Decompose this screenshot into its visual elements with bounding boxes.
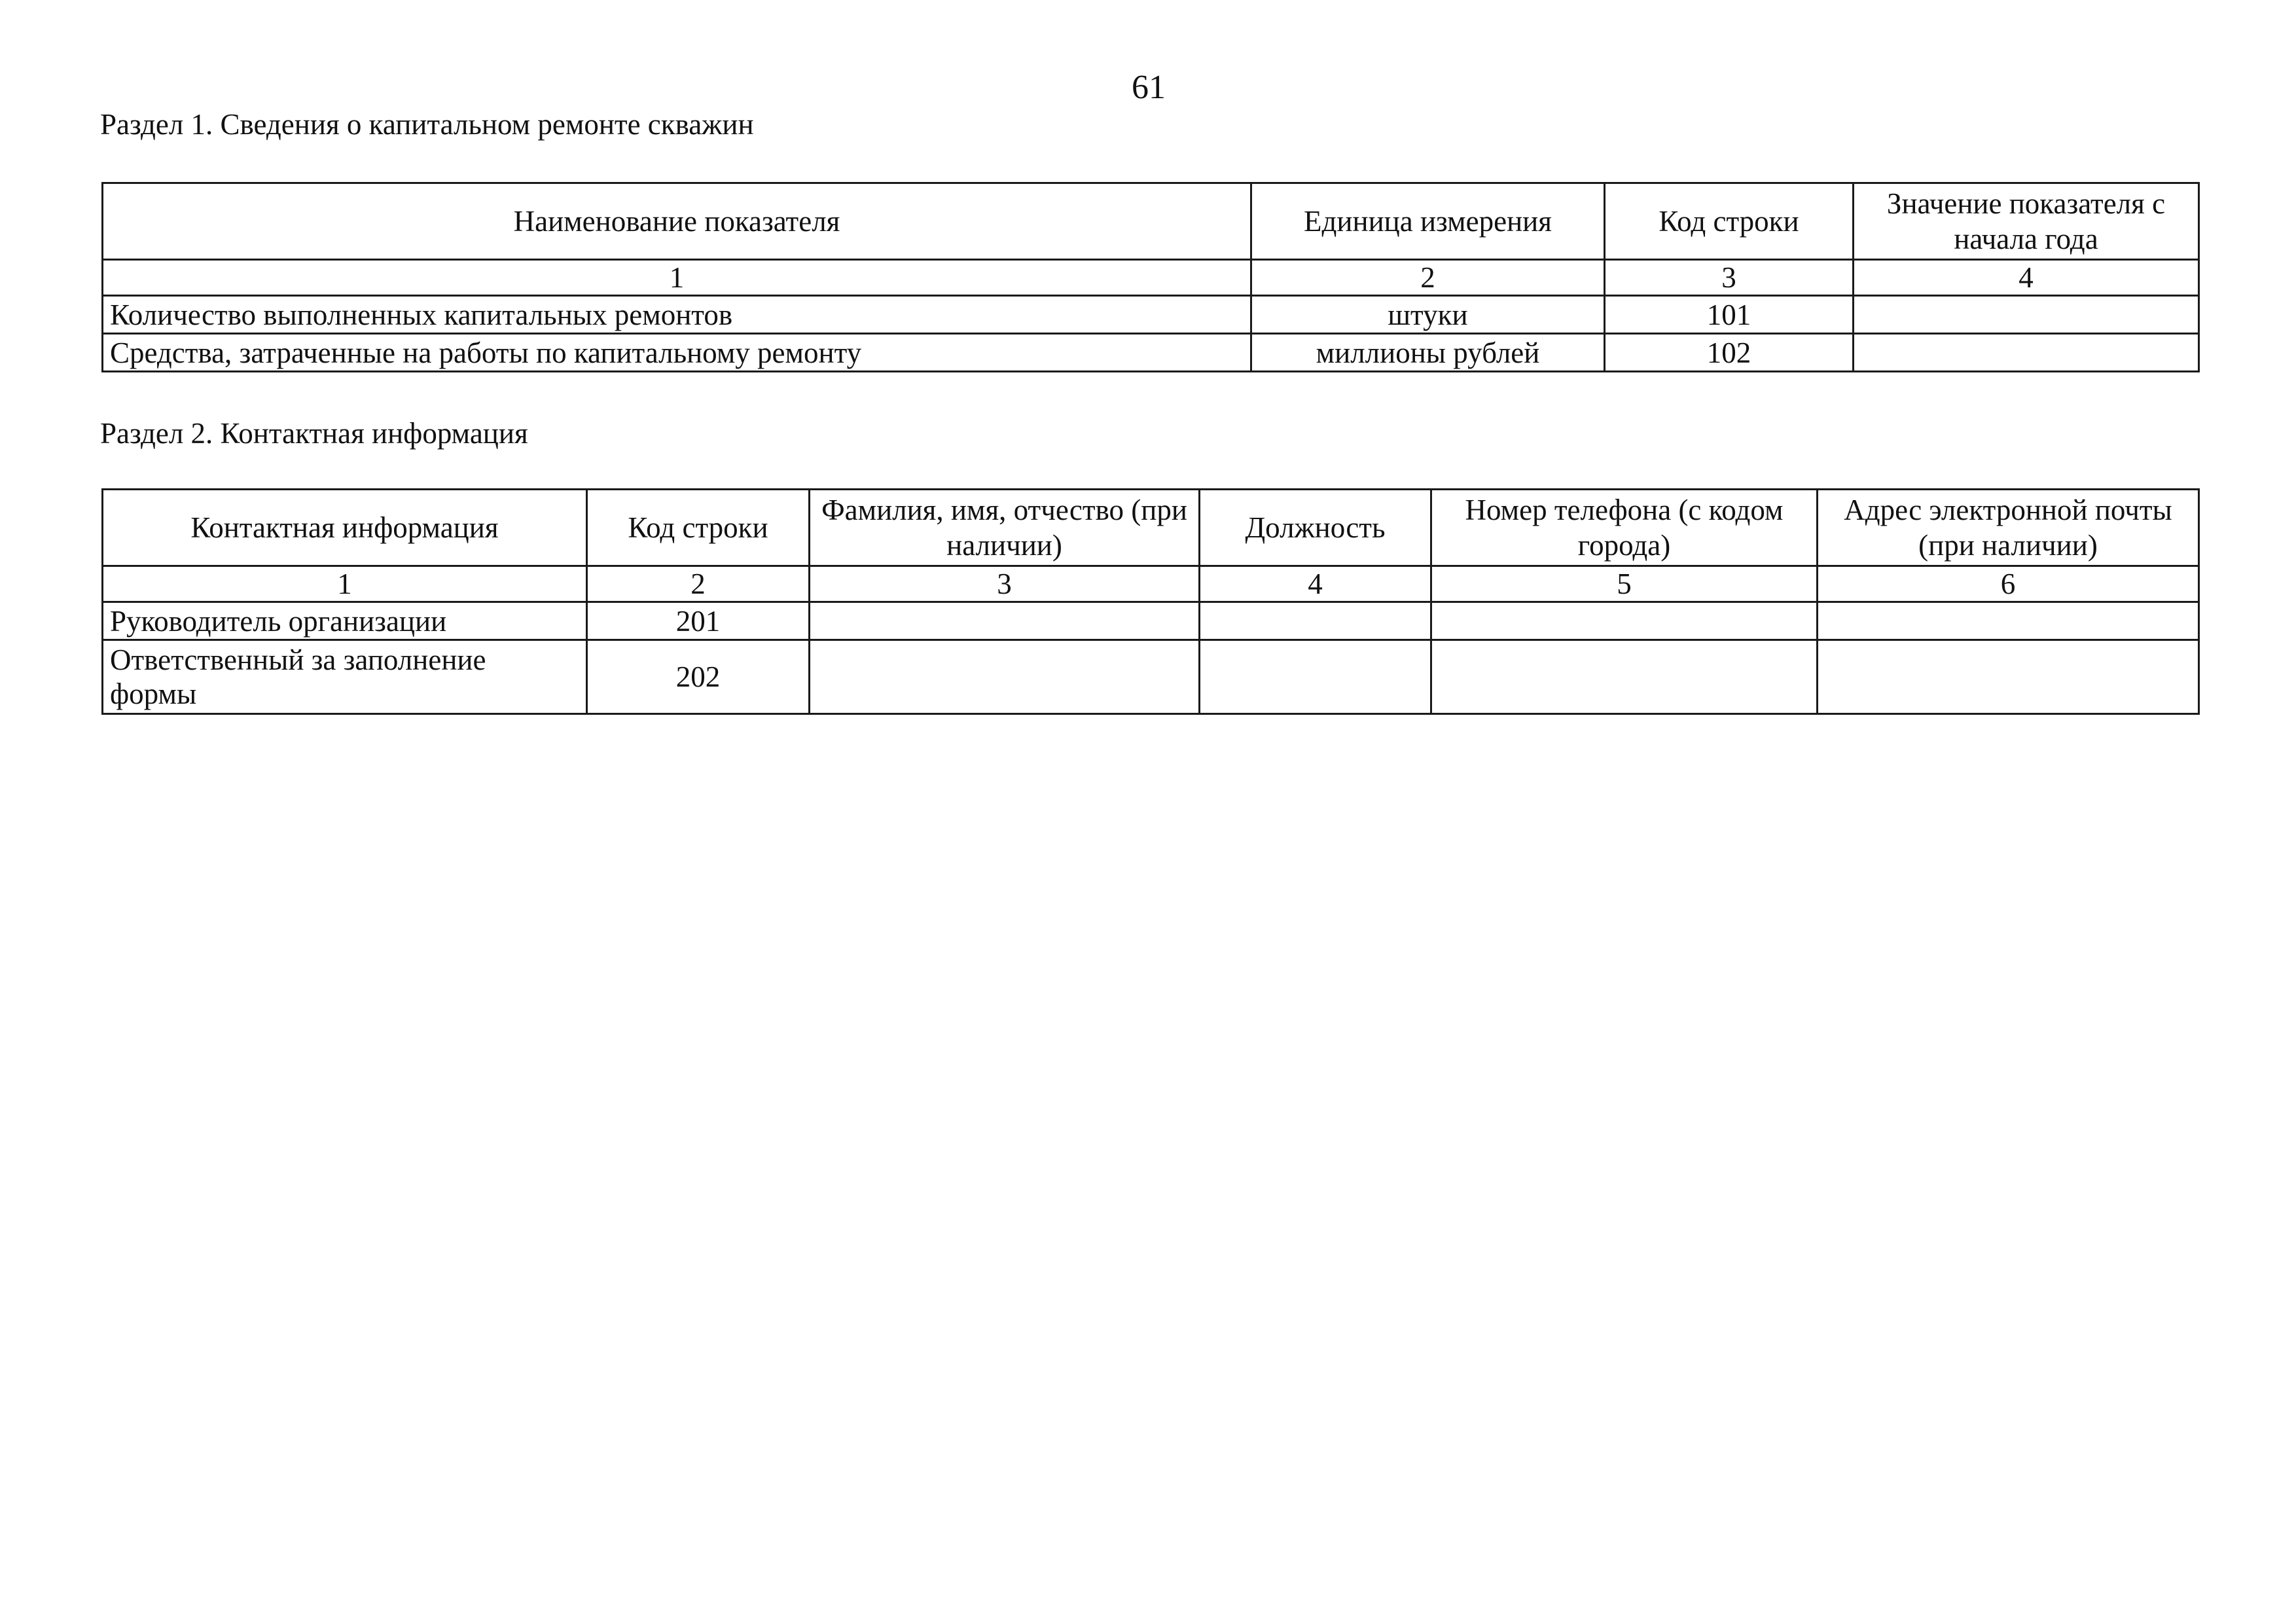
column-number: 6 <box>1818 566 2199 602</box>
table-row <box>103 640 2199 714</box>
position-cell[interactable] <box>1200 602 1431 640</box>
indicator-name: Средства, затраченные на работы по капитальному ремонту <box>103 334 1251 372</box>
capital-repair-table <box>101 182 2200 372</box>
phone-cell[interactable] <box>1431 640 1818 714</box>
row-code: 101 <box>1605 296 1854 334</box>
header-row-code: Код строки <box>587 490 810 566</box>
column-number: 2 <box>1251 260 1605 296</box>
header-email: Адрес электронной почты (при наличии) <box>1818 490 2199 566</box>
table-header-row <box>103 183 2199 260</box>
column-number: 1 <box>103 260 1251 296</box>
value-input-cell[interactable] <box>1854 334 2199 372</box>
indicator-unit: миллионы рублей <box>1251 334 1605 372</box>
phone-cell[interactable] <box>1431 602 1818 640</box>
row-code: 202 <box>587 640 810 714</box>
section1-title: Раздел 1. Сведения о капитальном ремонте скважин <box>100 108 754 141</box>
contact-role: Руководитель организации <box>103 602 587 640</box>
table-row <box>103 602 2199 640</box>
email-cell[interactable] <box>1818 640 2199 714</box>
column-number: 1 <box>103 566 587 602</box>
table-header-row <box>103 490 2199 566</box>
column-number: 4 <box>1854 260 2199 296</box>
column-number: 3 <box>1605 260 1854 296</box>
full-name-cell[interactable] <box>810 640 1200 714</box>
header-indicator-name: Наименование показателя <box>103 183 1251 260</box>
page-number: 61 <box>1132 69 1166 106</box>
table-row <box>103 296 2199 334</box>
value-input-cell[interactable] <box>1854 296 2199 334</box>
section2-title: Раздел 2. Контактная информация <box>100 417 528 450</box>
indicator-name: Количество выполненных капитальных ремонтов <box>103 296 1251 334</box>
header-full-name: Фамилия, имя, отчество (при наличии) <box>810 490 1200 566</box>
table-row <box>103 334 2199 372</box>
header-phone: Номер телефона (с кодом города) <box>1431 490 1818 566</box>
column-number: 4 <box>1200 566 1431 602</box>
row-code: 102 <box>1605 334 1854 372</box>
full-name-cell[interactable] <box>810 602 1200 640</box>
column-number: 5 <box>1431 566 1818 602</box>
row-code: 201 <box>587 602 810 640</box>
header-position: Должность <box>1200 490 1431 566</box>
header-row-code: Код строки <box>1605 183 1854 260</box>
column-number: 2 <box>587 566 810 602</box>
contact-role: Ответственный за заполнение формы <box>103 640 587 714</box>
header-unit: Единица измерения <box>1251 183 1605 260</box>
contact-info-table <box>101 488 2200 715</box>
column-number: 3 <box>810 566 1200 602</box>
indicator-unit: штуки <box>1251 296 1605 334</box>
email-cell[interactable] <box>1818 602 2199 640</box>
header-value-ytd: Значение показателя с начала года <box>1854 183 2199 260</box>
header-contact-info: Контактная информация <box>103 490 587 566</box>
column-number-row <box>103 260 2199 296</box>
position-cell[interactable] <box>1200 640 1431 714</box>
column-number-row <box>103 566 2199 602</box>
